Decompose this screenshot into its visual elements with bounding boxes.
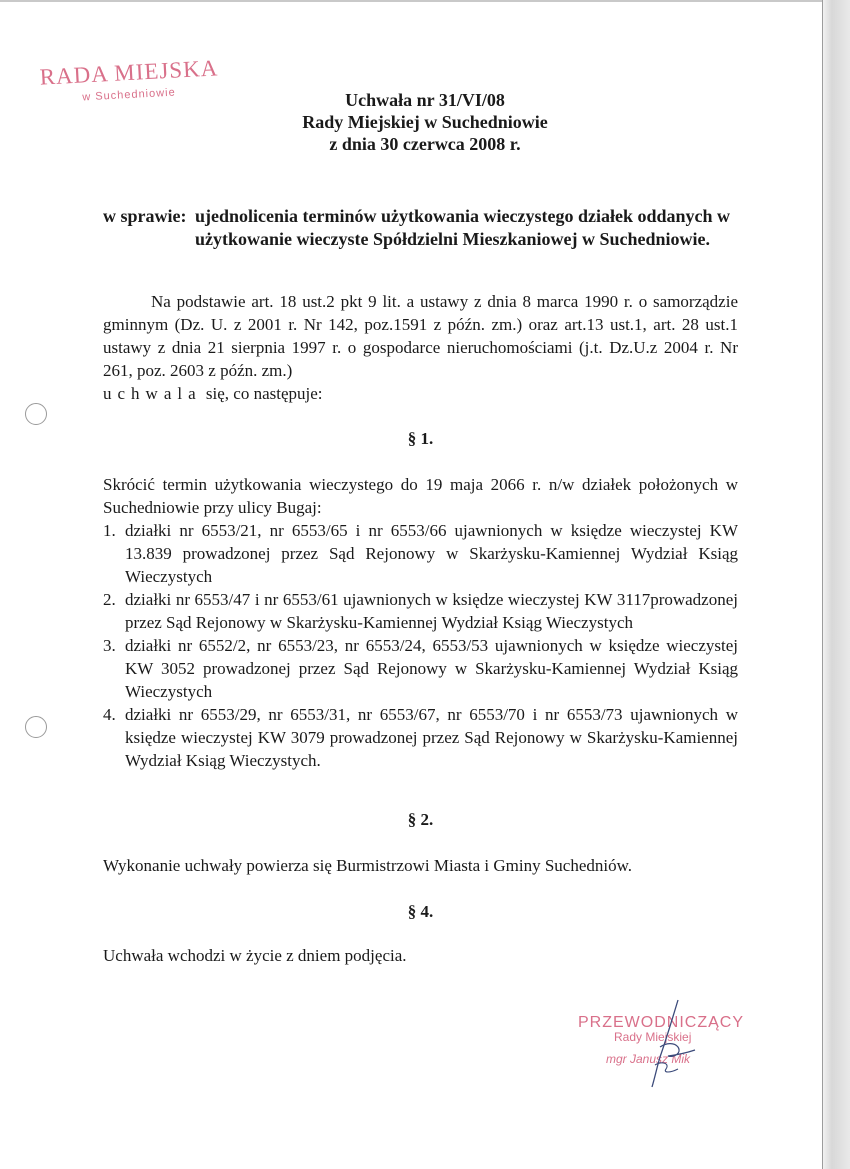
- chairman-stamp-subtitle: Rady Miejskiej: [614, 1030, 692, 1044]
- parcel-list: [103, 519, 738, 772]
- list-item-text: działki nr 6553/47 i nr 6553/61 ujawnionych w księdze wieczystej KW 3117prowadzonej przez Sąd Rejonowy w Skarżysku-Kamiennej Wydział Ksiąg Wieczystych: [125, 590, 738, 632]
- subject-text: ujednolicenia terminów użytkowania wieczystego działek oddanych w użytkowanie wieczyste Spółdzielni Mieszkaniowej w Suchedniowie.: [195, 206, 730, 249]
- council-stamp-subtitle: w Suchedniowie: [82, 86, 176, 104]
- punch-hole-top: [25, 403, 47, 425]
- subject-lead: w sprawie:: [103, 206, 187, 226]
- list-item-text: działki nr 6552/2, nr 6553/23, nr 6553/24, 6553/53 ujawnionych w księdze wieczystej KW 3052 prowadzonej przez Sąd Rejonowy w Skarżysku-Kamiennej Wydział Ksiąg Wieczystych: [125, 636, 738, 701]
- resolution-number: Uchwała nr 31/VI/08: [345, 90, 505, 110]
- list-item-number: 4.: [103, 705, 116, 724]
- list-item-number: 3.: [103, 636, 116, 655]
- section-4-heading: § 4.: [407, 902, 434, 921]
- list-item: [103, 519, 738, 588]
- resolution-header: [200, 89, 650, 155]
- handwritten-signature: [600, 995, 720, 1090]
- list-item-text: działki nr 6553/21, nr 6553/65 i nr 6553/66 ujawnionych w księdze wieczystej KW 13.839 prowadzonej przez Sąd Rejonowy w Skarżysku-Kamiennej Wydział Ksiąg Wieczystych: [125, 521, 738, 586]
- legal-basis-text: Na podstawie art. 18 ust.2 pkt 9 lit. a ustawy z dnia 8 marca 1990 r. o samorządzie gminnym (Dz. U. z 2001 r. Nr 142, poz.1591 z późn. zm.) oraz art.13 ust.1, art. 28 ust.1 ustawy z dnia 21 sierpnia 1997 r. o gospodarce nieruchomościami (j.t. Dz.U.z 2004 r. Nr 261, poz. 2603 z późn. zm.): [103, 292, 738, 380]
- list-item-text: działki nr 6553/29, nr 6553/31, nr 6553/67, nr 6553/70 i nr 6553/73 ujawnionych w księdze wieczystej KW 3079 prowadzonej przez Sąd Rejonowy w Skarżysku-Kamiennej Wydział Ksiąg Wieczystych.: [125, 705, 738, 770]
- council-stamp: [34, 55, 224, 104]
- legal-basis-tail: się, co następuje:: [201, 384, 323, 403]
- legal-basis-paragraph: [103, 290, 738, 405]
- scan-top-edge: [0, 0, 822, 2]
- section-1-intro: Skrócić termin użytkowania wieczystego do 19 maja 2066 r. n/w działek położonych w Suchedniowie przy ulicy Bugaj:: [103, 475, 738, 517]
- list-item: [103, 703, 738, 772]
- section-1-heading: § 1.: [407, 429, 434, 448]
- section-2-heading: § 2.: [407, 810, 434, 829]
- resolution-issuer: Rady Miejskiej w Suchedniowie: [302, 112, 548, 132]
- chairman-stamp-name: mgr Janusz Mik: [606, 1052, 691, 1066]
- chairman-stamp-title: PRZEWODNICZĄCY: [578, 1014, 744, 1031]
- resolution-subject: [103, 205, 743, 251]
- punch-hole-bottom: [25, 716, 47, 738]
- section-2-text: Wykonanie uchwały powierza się Burmistrzowi Miasta i Gminy Suchedniów.: [103, 856, 633, 875]
- list-item: [103, 588, 738, 634]
- list-item-number: 2.: [103, 590, 116, 609]
- council-stamp-title: RADA MIEJSKA: [39, 55, 219, 90]
- scan-right-edge: [822, 0, 850, 1169]
- section-4-text: Uchwała wchodzi w życie z dniem podjęcia.: [103, 946, 407, 965]
- resolution-date: z dnia 30 czerwca 2008 r.: [329, 134, 521, 154]
- scan-edge-line: [822, 0, 823, 1169]
- list-item: [103, 634, 738, 703]
- resolves-word: uchwala: [103, 384, 202, 403]
- list-item-number: 1.: [103, 521, 116, 540]
